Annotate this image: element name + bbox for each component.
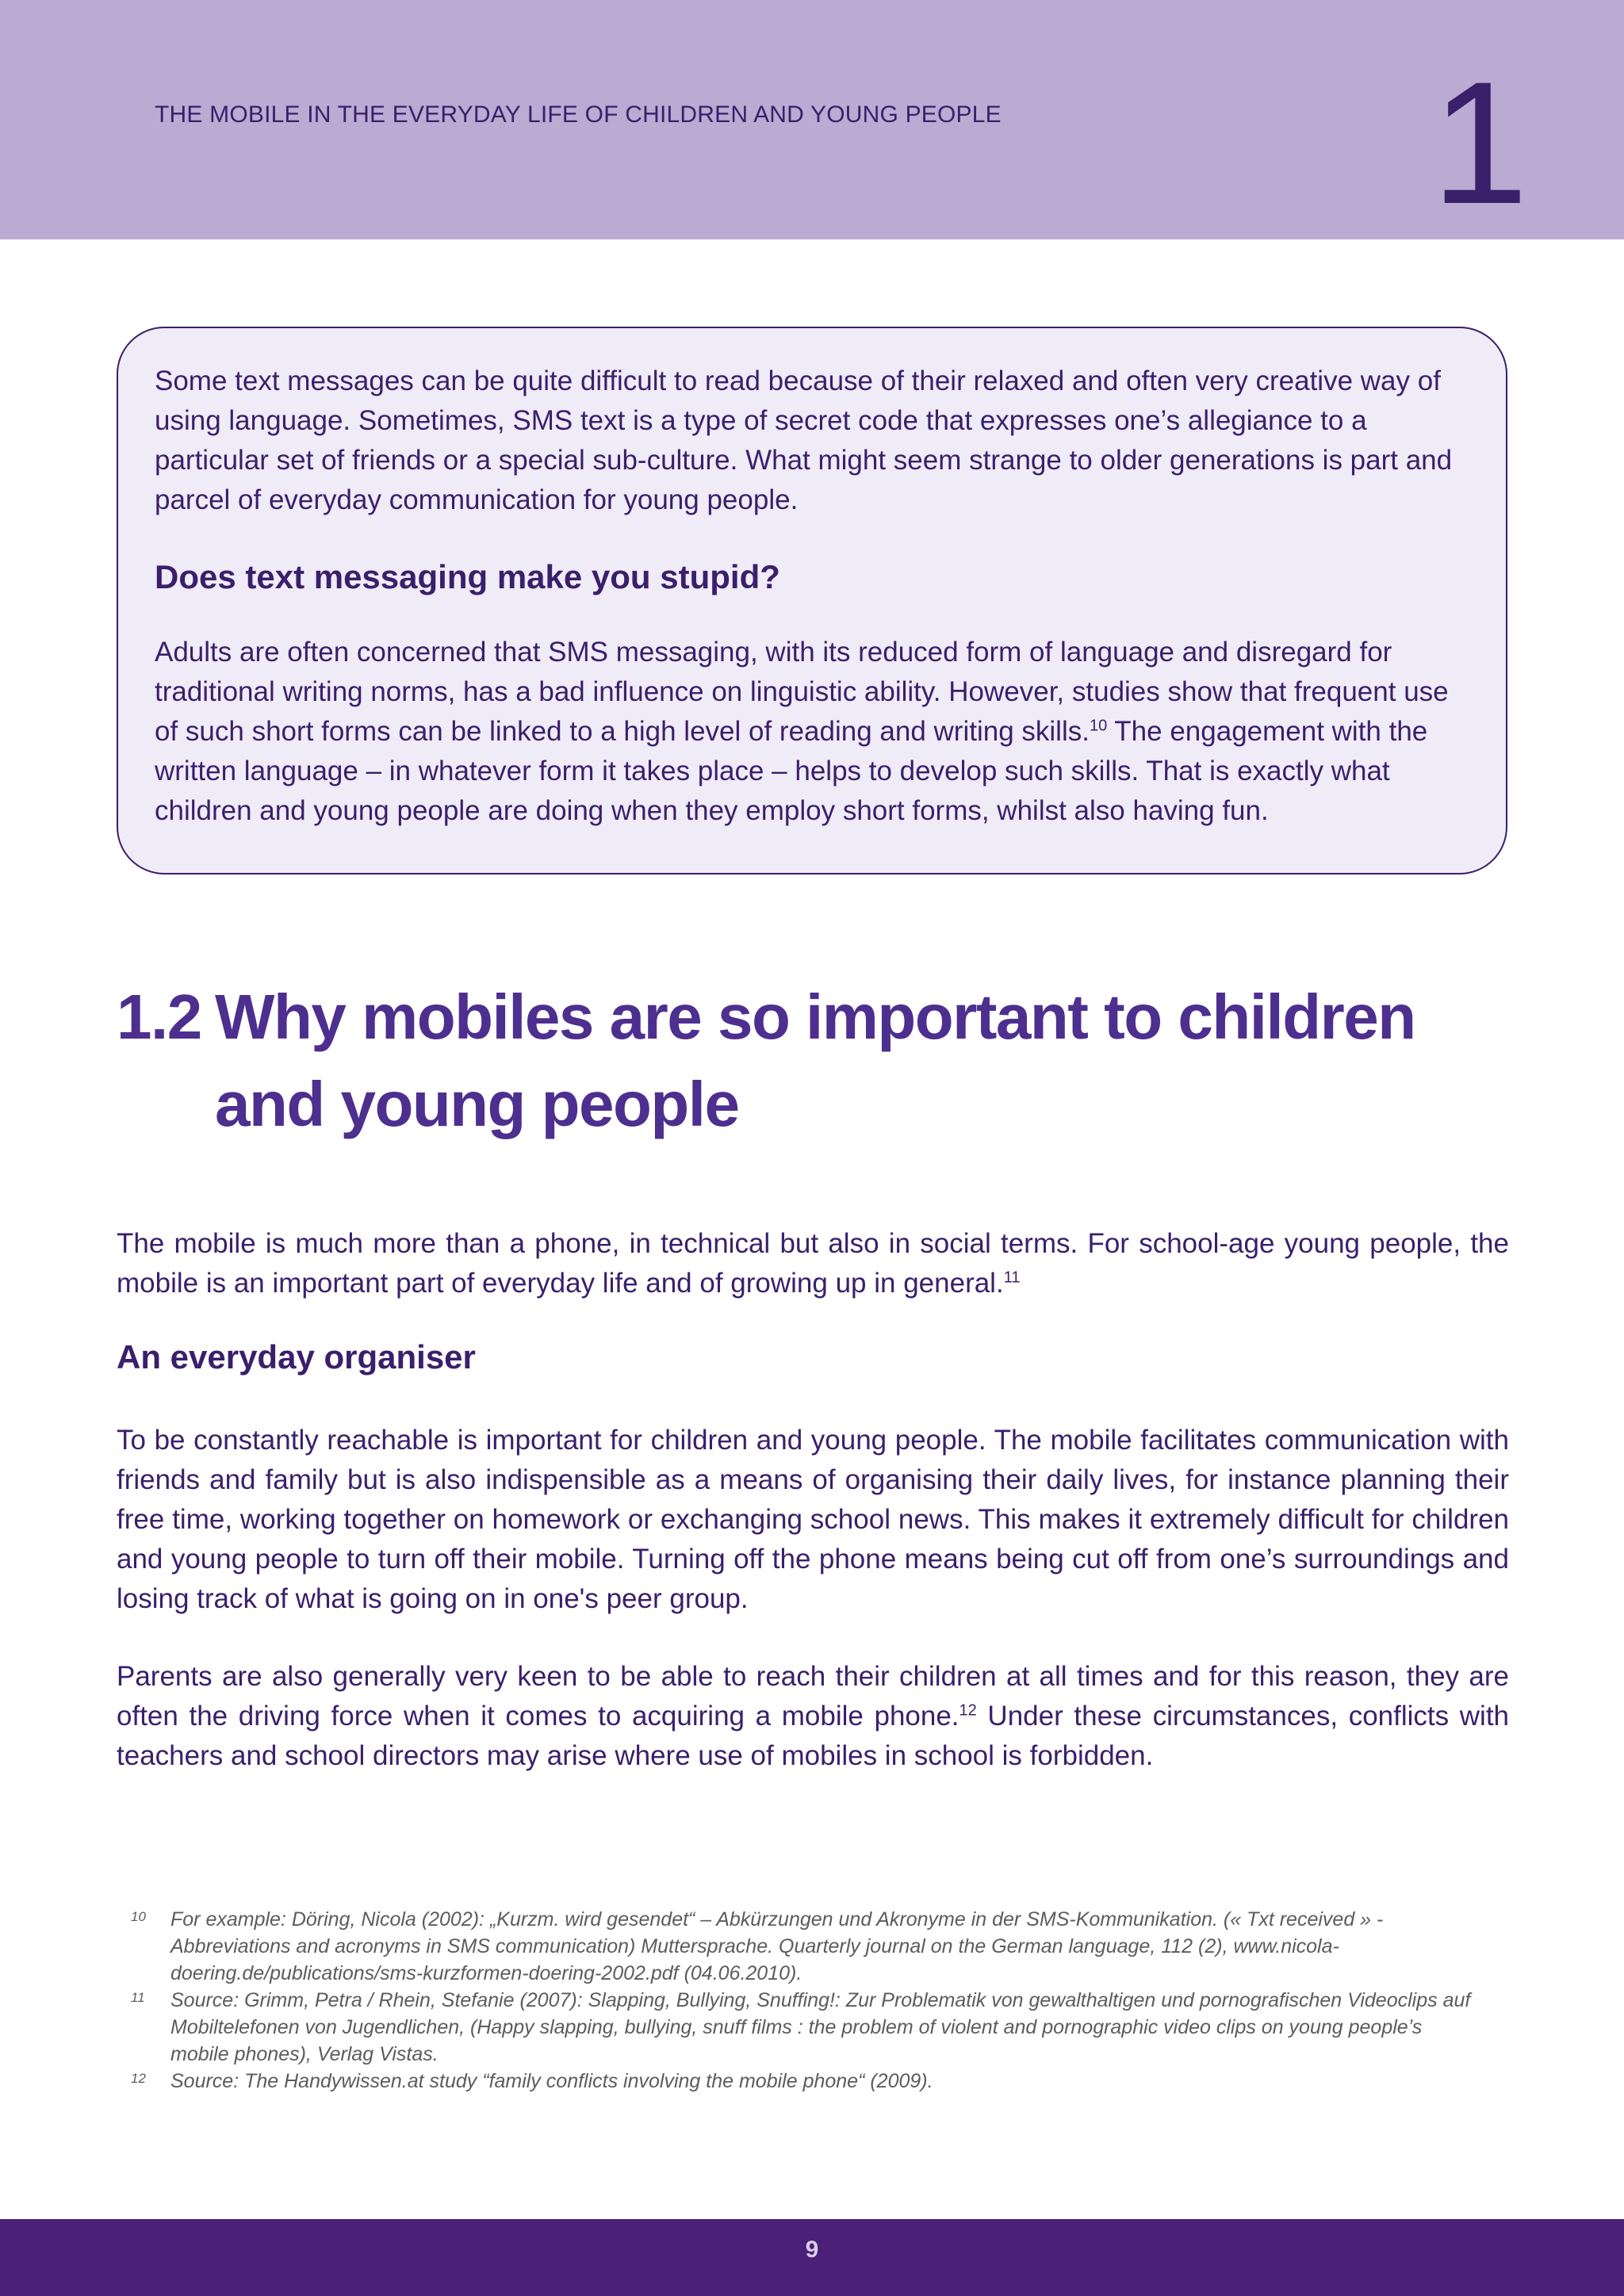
footnote-number: 11 bbox=[131, 1990, 145, 2005]
footnotes bbox=[131, 1906, 1479, 2095]
section-title: Why mobiles are so important to children and young people bbox=[215, 982, 1415, 1139]
footnote-10 bbox=[131, 1906, 1479, 1987]
header-band bbox=[0, 0, 1624, 239]
footnote-number: 10 bbox=[131, 1909, 146, 1924]
info-box bbox=[117, 327, 1507, 874]
box-body-text: Adults are often concerned that SMS messaging, with its reduced form of language and disregard for traditional writing norms, has a bad influence on linguistic ability. However, studies show that frequent use of such short forms can be linked to a high level of reading and writing skills. bbox=[155, 637, 1449, 747]
box-body-paragraph bbox=[155, 633, 1479, 831]
parents-text: Parents are also generally very keen to be able to reach their children at all times and for this reason, they are often the driving force when it comes to acquiring a mobile phone. bbox=[117, 1661, 1509, 1732]
running-title: THE MOBILE IN THE EVERYDAY LIFE OF CHILDREN AND YOUNG PEOPLE bbox=[155, 101, 1002, 128]
section-number: 1.2 bbox=[117, 982, 201, 1052]
box-body-text-continued: The engagement with the written language – in whatever form it takes place – helps to develop such skills. That is exactly what children and young people are doing when they employ short forms, whilst also having fun. bbox=[155, 716, 1428, 826]
parents-text-continued: Under these circumstances, conflicts with teachers and school directors may arise where use of mobiles in school is forbidden. bbox=[117, 1701, 1510, 1771]
footnote-12 bbox=[131, 2068, 1479, 2095]
footer-band bbox=[0, 2219, 1624, 2296]
box-heading: Does text messaging make you stupid? bbox=[155, 558, 780, 595]
organiser-paragraph: To be constantly reachable is important for children and young people. The mobile facilitates communication with friends and family but is also indispensible as a means of organising their daily lives, for instance planning their free time, working together on homework or exchanging school news. This makes it extremely difficult for children and young people to turn off their mobile. Turning off the phone means being cut off from one’s surroundings and losing track of what is going on in one's peer group. bbox=[117, 1425, 1509, 1614]
footnote-number: 12 bbox=[131, 2071, 146, 2086]
subheading-everyday-organiser: An everyday organiser bbox=[117, 1338, 476, 1376]
footnote-ref-10[interactable]: 10 bbox=[1089, 717, 1108, 735]
section-intro-paragraph bbox=[117, 1224, 1509, 1303]
box-intro-paragraph: Some text messages can be quite difficult to read because of their relaxed and often very creative way of using language. Sometimes, SMS text is a type of secret code that expresses one’s allegiance to a particular set of friends or a special sub-culture. What might seem strange to older generations is part and parcel of everyday communication for young people. bbox=[155, 365, 1453, 515]
footnote-text: For example: Döring, Nicola (2002): „Kurzm. wird gesendet“ – Abkürzungen und Akronyme in der SMS-Kommunikation. (« Txt received » - Abbreviations and acronyms in SMS communication) Muttersprache. Quarterly journal on the German language, 112 (2), www.nicola-doering.de/publications/sms-kurzformen-doering-2002.pdf (04.06.2010). bbox=[170, 1908, 1384, 1984]
page-number: 9 bbox=[805, 2237, 819, 2263]
footnote-ref-11[interactable]: 11 bbox=[1003, 1269, 1021, 1287]
chapter-number: 1 bbox=[1431, 45, 1529, 240]
parents-paragraph bbox=[117, 1657, 1509, 1776]
section-heading bbox=[117, 974, 1528, 1148]
footnote-text: Source: Grimm, Petra / Rhein, Stefanie (2007): Slapping, Bullying, Snuffing!: Zur Problematik von gewalthaltigen und pornografischen Videoclips auf Mobiltelefonen von Jugendlichen, (Happy slapping, bullying, snuff films : the problem of violent and pornographic video clips on young people’s mobile phones), Verlag Vistas. bbox=[170, 1989, 1471, 2065]
footnote-11 bbox=[131, 1987, 1479, 2068]
section-intro-text: The mobile is much more than a phone, in technical but also in social terms. For school-age young people, the mobile is an important part of everyday life and of growing up in general. bbox=[117, 1228, 1509, 1299]
footnote-ref-12[interactable]: 12 bbox=[959, 1701, 977, 1720]
footnote-text: Source: The Handywissen.at study “family conflicts involving the mobile phone“ (2009). bbox=[170, 2070, 933, 2092]
